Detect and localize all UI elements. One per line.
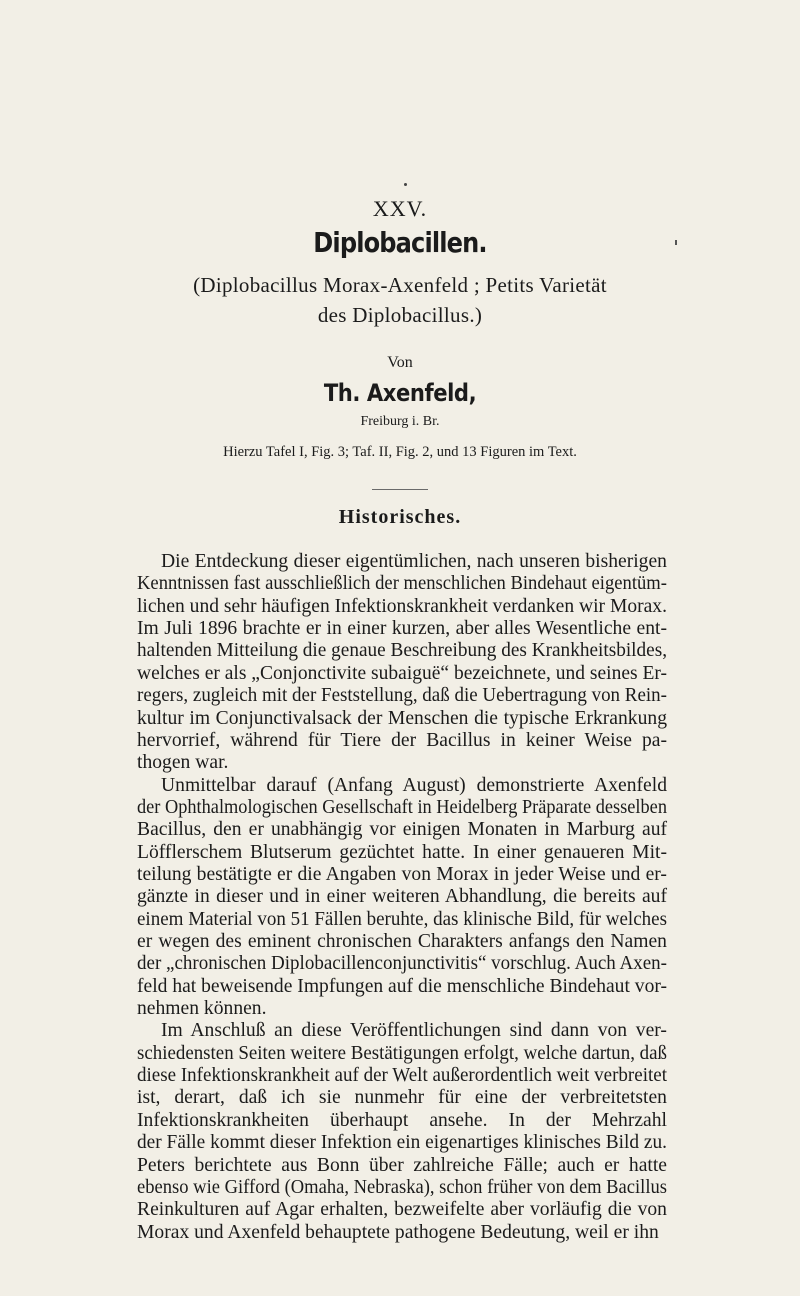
body-line: schiedensten Seiten weitere Bestätigungen erfolgt, welche dartun, daß (137, 1042, 667, 1064)
divider-rule (372, 489, 428, 490)
body-line: nehmen können. (137, 998, 267, 1019)
plates-note: Hierzu Tafel I, Fig. 3; Taf. II, Fig. 2, und 13 Figuren im Text. (223, 444, 577, 460)
body-line: lichen und sehr häufigen Infektionskrankheit verdanken wir Morax. (137, 595, 667, 617)
subtitle-line-1: (Diplobacillus Morax-Axenfeld ; Petits Varietät (193, 273, 607, 297)
body-line: Peters berichtete aus Bonn über zahlreiche Fälle; auch er hatte (137, 1154, 667, 1176)
body-line: der Fälle kommt dieser Infektion ein eigenartiges klinisches Bild zu. (137, 1132, 668, 1154)
body-line: diese Infektionskrankheit auf der Welt außerordentlich weit verbreitet (137, 1065, 667, 1087)
body-line: gänzte in dieser und in einer weiteren Abhandlung, die bereits auf (137, 886, 667, 908)
body-line: Löfflerschem Blutserum gezüchtet hatte. In einer genaueren Mit- (137, 841, 667, 863)
section-heading: Historisches. (338, 506, 462, 528)
body-line: ebenso wie Gifford (Omaha, Nebraska), schon früher von dem Bacillus (137, 1176, 667, 1198)
body-line: Kenntnissen fast ausschließlich der menschlichen Bindehaut eigentüm- (137, 573, 667, 595)
chapter-number: XXV. (372, 196, 428, 221)
author-name: Th. Axenfeld, (323, 379, 477, 407)
chapter-title: Diplobacillen. (313, 226, 487, 259)
body-line: Reinkulturen auf Agar erhalten, bezweifelte aber vorläufig die von (137, 1199, 667, 1221)
body-line: Bacillus, den er unabhängig vor einigen Monaten in Marburg auf (137, 819, 668, 841)
body-line: ist, derart, daß ich sie nunmehr für eine der verbreitetsten (137, 1087, 667, 1109)
by-label: Von (387, 354, 413, 371)
body-line: Die Entdeckung dieser eigentümlichen, nach unseren bisherigen (161, 551, 667, 572)
body-line: Im Juli 1896 brachte er in einer kurzen, aber alles Wesentliche ent- (137, 618, 667, 639)
body-line: thogen war. (137, 752, 229, 774)
body-line: teilung bestätigte er die Angaben von Morax in jeder Weise und er- (137, 863, 667, 885)
body-line: Infektionskrankheiten überhaupt ansehe. In der Mehrzahl (137, 1109, 667, 1131)
body-line: welches er als „Conjonctivite subaiguë“ bezeichnete, und seines Er- (137, 662, 668, 684)
body-line: kultur im Conjunctivalsack der Menschen die typische Erkrankung (137, 707, 667, 729)
body-line: feld hat beweisende Impfungen auf die menschliche Bindehaut vor- (137, 975, 668, 997)
body-line: Unmittelbar darauf (Anfang August) demonstrierte Axenfeld (161, 774, 667, 796)
body-line: regers, zugleich mit der Feststellung, daß die Uebertragung von Rein- (137, 685, 668, 707)
body-line: einem Material von 51 Fällen beruhte, das klinische Bild, für welches (137, 908, 667, 930)
body-line: Im Anschluß an diese Veröffentlichungen sind dann von ver- (161, 1020, 667, 1042)
print-dot (404, 183, 407, 186)
author-place: Freiburg i. Br. (360, 414, 440, 429)
subtitle-line-2: des Diplobacillus.) (317, 303, 483, 327)
body-line: der Ophthalmologischen Gesellschaft in Heidelberg Präparate desselben (137, 796, 667, 818)
body-line: haltenden Mitteilung die genaue Beschreibung des Krankheitsbildes, (137, 640, 668, 662)
body-line: hervorrief, während für Tiere der Bacillus in keiner Weise pa- (137, 729, 668, 751)
body-line: der „chronischen Diplobacillenconjunctivitis“ vorschlug. Auch Axen- (137, 953, 667, 975)
body-line: Morax und Axenfeld behauptete pathogene Bedeutung, weil er ihn (137, 1221, 659, 1243)
body-line: er wegen des eminent chronischen Charakters anfangs den Namen (137, 931, 667, 952)
